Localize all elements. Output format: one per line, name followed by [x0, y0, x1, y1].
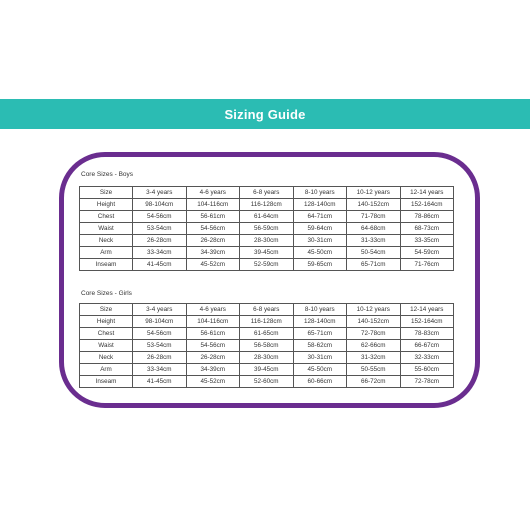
table-cell: 78-83cm [400, 328, 454, 340]
girls-table-body [80, 304, 454, 388]
table-cell: 128-140cm [293, 199, 347, 211]
table-cell: 78-86cm [400, 211, 454, 223]
table-cell: 26-28cm [186, 235, 240, 247]
table-cell: 45-50cm [293, 247, 347, 259]
table-cell: 56-59cm [240, 223, 294, 235]
table-cell: 10-12 years [347, 187, 401, 199]
boys-table-body [80, 187, 454, 271]
table-cell: 61-64cm [240, 211, 294, 223]
table-cell: 152-164cm [400, 316, 454, 328]
table-cell: 53-54cm [133, 223, 187, 235]
table-row [80, 247, 454, 259]
table-cell: 66-72cm [347, 376, 401, 388]
header-banner [0, 99, 530, 129]
table-row [80, 211, 454, 223]
table-cell: 33-34cm [133, 364, 187, 376]
row-label-cell: Waist [80, 340, 133, 352]
row-label-cell: Arm [80, 247, 133, 259]
table-cell: 54-56cm [133, 328, 187, 340]
table-cell: 33-34cm [133, 247, 187, 259]
table-cell: 60-66cm [293, 376, 347, 388]
table-cell: 56-61cm [186, 328, 240, 340]
table-cell: 26-28cm [133, 235, 187, 247]
table-cell: 45-52cm [186, 259, 240, 271]
table-cell: 28-30cm [240, 235, 294, 247]
table-row [80, 199, 454, 211]
table-cell: 12-14 years [400, 304, 454, 316]
table-cell: 59-65cm [293, 259, 347, 271]
table-cell: 41-45cm [133, 376, 187, 388]
table-cell: 54-56cm [186, 223, 240, 235]
table-row [80, 235, 454, 247]
table-cell: 52-59cm [240, 259, 294, 271]
table-cell: 58-62cm [293, 340, 347, 352]
row-label-cell: Arm [80, 364, 133, 376]
boys-size-table [79, 186, 454, 271]
table-cell: 34-39cm [186, 364, 240, 376]
table-cell: 56-58cm [240, 340, 294, 352]
table-row [80, 352, 454, 364]
table-cell: 6-8 years [240, 304, 294, 316]
table-cell: 52-60cm [240, 376, 294, 388]
table-cell: 64-68cm [347, 223, 401, 235]
table-cell: 55-60cm [400, 364, 454, 376]
table-cell: 4-6 years [186, 304, 240, 316]
table-cell: 65-71cm [347, 259, 401, 271]
table-cell: 71-78cm [347, 211, 401, 223]
row-label-cell: Size [80, 187, 133, 199]
table-cell: 6-8 years [240, 187, 294, 199]
table-cell: 32-33cm [400, 352, 454, 364]
row-label-cell: Height [80, 199, 133, 211]
table-cell: 8-10 years [293, 304, 347, 316]
row-label-cell: Neck [80, 235, 133, 247]
table-cell: 4-6 years [186, 187, 240, 199]
table-cell: 128-140cm [293, 316, 347, 328]
table-cell: 45-52cm [186, 376, 240, 388]
table-cell: 10-12 years [347, 304, 401, 316]
row-label-cell: Waist [80, 223, 133, 235]
table-row [80, 316, 454, 328]
table-cell: 59-64cm [293, 223, 347, 235]
girls-size-table [79, 303, 454, 388]
table-cell: 140-152cm [347, 316, 401, 328]
table-cell: 50-55cm [347, 364, 401, 376]
table-cell: 50-54cm [347, 247, 401, 259]
table-cell: 53-54cm [133, 340, 187, 352]
table-cell: 45-50cm [293, 364, 347, 376]
row-label-cell: Neck [80, 352, 133, 364]
table-cell: 98-104cm [133, 316, 187, 328]
table-cell: 65-71cm [293, 328, 347, 340]
table-cell: 39-45cm [240, 364, 294, 376]
table-cell: 152-164cm [400, 199, 454, 211]
table-row [80, 340, 454, 352]
table-cell: 30-31cm [293, 352, 347, 364]
table-cell: 72-78cm [400, 376, 454, 388]
table-cell: 41-45cm [133, 259, 187, 271]
table-cell: 54-59cm [400, 247, 454, 259]
table-cell: 140-152cm [347, 199, 401, 211]
page-title: Sizing Guide [224, 106, 306, 122]
table-cell: 34-39cm [186, 247, 240, 259]
table-cell: 56-61cm [186, 211, 240, 223]
table-row [80, 223, 454, 235]
row-label-cell: Inseam [80, 376, 133, 388]
table-cell: 8-10 years [293, 187, 347, 199]
table-header-row [80, 187, 454, 199]
row-label-cell: Chest [80, 211, 133, 223]
table-cell: 30-31cm [293, 235, 347, 247]
table-cell: 26-28cm [186, 352, 240, 364]
table-cell: 12-14 years [400, 187, 454, 199]
table-cell: 66-67cm [400, 340, 454, 352]
table-cell: 62-66cm [347, 340, 401, 352]
table-cell: 28-30cm [240, 352, 294, 364]
row-label-cell: Chest [80, 328, 133, 340]
table-row [80, 376, 454, 388]
row-label-cell: Size [80, 304, 133, 316]
table-cell: 33-35cm [400, 235, 454, 247]
row-label-cell: Height [80, 316, 133, 328]
table-cell: 3-4 years [133, 304, 187, 316]
table-cell: 104-116cm [186, 199, 240, 211]
table-cell: 68-73cm [400, 223, 454, 235]
table-cell: 71-76cm [400, 259, 454, 271]
table-cell: 98-104cm [133, 199, 187, 211]
table-header-row [80, 304, 454, 316]
girls-section-title: Core Sizes - Girls [81, 290, 132, 297]
table-cell: 54-56cm [186, 340, 240, 352]
table-cell: 72-78cm [347, 328, 401, 340]
table-cell: 31-33cm [347, 235, 401, 247]
table-row [80, 259, 454, 271]
table-cell: 116-128cm [240, 316, 294, 328]
table-cell: 26-28cm [133, 352, 187, 364]
row-label-cell: Inseam [80, 259, 133, 271]
boys-section-title: Core Sizes - Boys [81, 171, 134, 178]
table-cell: 104-116cm [186, 316, 240, 328]
table-row [80, 364, 454, 376]
table-cell: 39-45cm [240, 247, 294, 259]
table-cell: 116-128cm [240, 199, 294, 211]
table-cell: 31-32cm [347, 352, 401, 364]
table-cell: 61-65cm [240, 328, 294, 340]
table-cell: 64-71cm [293, 211, 347, 223]
table-row [80, 328, 454, 340]
table-cell: 3-4 years [133, 187, 187, 199]
table-cell: 54-56cm [133, 211, 187, 223]
